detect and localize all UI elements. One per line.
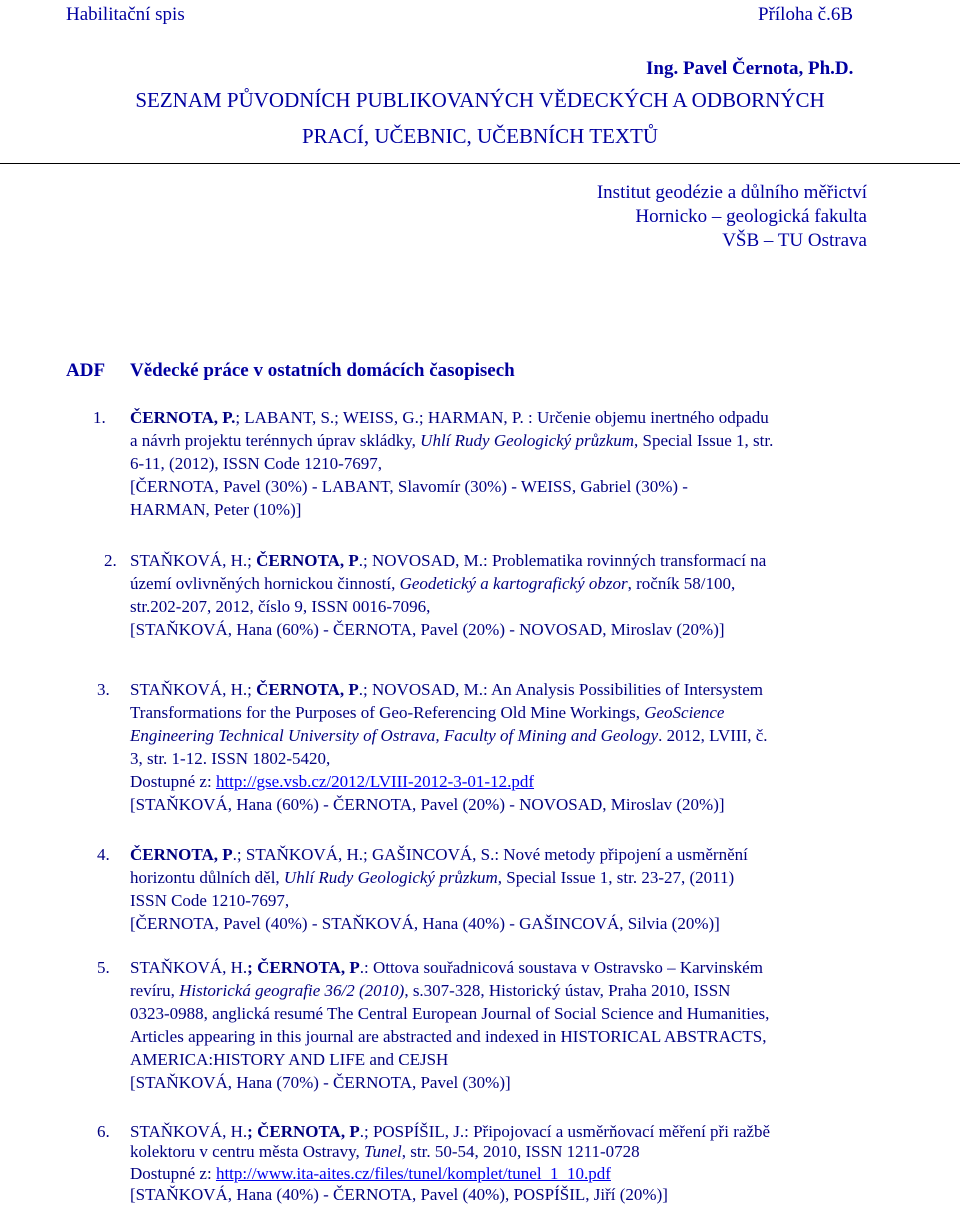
entry-line-3: [130, 1164, 611, 1184]
entry-line-4: [ČERNOTA, Pavel (30%) - LABANT, Slavomír (30%) - WEISS, Gabriel (30%) -: [130, 477, 688, 496]
entry-line-3: 0323-0988, anglická resumé The Central European Journal of Social Science and Humanities,: [130, 1004, 770, 1023]
header-left: Habilitační spis: [66, 4, 185, 25]
journal-name: Geodetický a kartografický obzor: [399, 574, 628, 593]
entry-line-1: [130, 958, 763, 978]
entry-text: kolektoru v centru města Ostravy,: [130, 1142, 364, 1161]
entry-text: , s.307-328, Historický ústav, Praha 2010, ISSN: [404, 981, 731, 1000]
coauthors: STAŇKOVÁ, H.: [130, 1122, 248, 1141]
entry-number: 3.: [97, 680, 110, 699]
coauthors: .; NOVOSAD, M.: [358, 551, 483, 570]
author-highlight: ČERNOTA, P: [130, 845, 233, 864]
entry-title: .: Ottova souřadnicová soustava v Ostravsko – Karvinském: [359, 958, 763, 977]
coauthors: STAŇKOVÁ, H.;: [130, 680, 257, 699]
entry-text: , Special Issue 1, str. 23-27, (2011): [497, 868, 735, 887]
available-label: Dostupné z:: [130, 1164, 216, 1183]
section-code: ADF: [66, 360, 106, 381]
coauthors: ; GAŠINCOVÁ, S: [363, 845, 491, 864]
entry-text: , Special Issue 1, str.: [634, 431, 774, 450]
entry-line-3: 6-11, (2012), ISSN Code 1210-7697,: [130, 454, 382, 473]
entry-line-4: [STAŇKOVÁ, Hana (40%) - ČERNOTA, Pavel (40%), POSPÍŠIL, Jiří (20%)]: [130, 1185, 668, 1204]
entry-text: , ročník 58/100,: [627, 574, 736, 593]
entry-title: : Určenie objemu inertného odpadu: [523, 408, 769, 427]
author-highlight: ČERNOTA, P: [256, 680, 359, 699]
author-highlight: ; ČERNOTA, P: [247, 1122, 360, 1141]
journal-name: Historická geografie 36/2 (2010): [179, 981, 405, 1000]
entry-line-5: [130, 772, 534, 792]
entry-text: Transformations for the Purposes of Geo-Referencing Old Mine Workings,: [130, 703, 645, 722]
entry-line-6: [STAŇKOVÁ, Hana (70%) - ČERNOTA, Pavel (30%)]: [130, 1073, 511, 1092]
entry-line-1: [130, 680, 763, 700]
entry-line-4: 3, str. 1-12. ISSN 1802-5420,: [130, 749, 331, 768]
entry-text: území ovlivněných hornickou činností,: [130, 574, 400, 593]
page-title-line1: SEZNAM PŮVODNÍCH PUBLIKOVANÝCH VĚDECKÝCH A ODBORNÝCH: [135, 88, 825, 112]
entry-line-3: str.202-207, 2012, číslo 9, ISSN 0016-7096,: [130, 597, 431, 616]
entry-line-2: [130, 703, 724, 723]
entry-number: 6.: [97, 1122, 110, 1141]
entry-line-5: HARMAN, Peter (10%)]: [130, 500, 302, 519]
institution-line3: VŠB – TU Ostrava: [722, 230, 867, 251]
section-title: Vědecké práce v ostatních domácích časopisech: [130, 360, 515, 381]
journal-name: Tunel: [364, 1142, 402, 1161]
entry-line-1: [130, 1122, 770, 1142]
coauthors: .; POSPÍŠIL, J.: [359, 1122, 465, 1141]
journal-name: Engineering Technical University of Ostrava, Faculty of Mining and Geology: [130, 726, 659, 745]
coauthors: ; LABANT, S.; WEISS, G.; HARMAN, P.: [235, 408, 524, 427]
entry-line-5: AMERICA:HISTORY AND LIFE and CEJSH: [130, 1050, 449, 1069]
coauthors: .; NOVOSAD, M.: [358, 680, 483, 699]
entry-line-2: [130, 431, 773, 451]
available-label: Dostupné z:: [130, 772, 216, 791]
entry-text: horizontu důlních děl,: [130, 868, 284, 887]
entry-line-4: Articles appearing in this journal are abstracted and indexed in HISTORICAL ABSTRACTS,: [130, 1027, 767, 1046]
entry-line-2: [130, 981, 730, 1001]
entry-number: 5.: [97, 958, 110, 977]
entry-number: 4.: [97, 845, 110, 864]
entry-line-1: [130, 551, 766, 571]
entry-title: : Problematika rovinných transformací na: [483, 551, 767, 570]
entry-text: . 2012, LVIII, č.: [658, 726, 768, 745]
entry-line-4: [ČERNOTA, Pavel (40%) - STAŇKOVÁ, Hana (40%) - GAŠINCOVÁ, Silvia (20%)]: [130, 914, 720, 933]
author-highlight: ; ČERNOTA, P: [247, 958, 360, 977]
author-highlight: ČERNOTA, P: [256, 551, 359, 570]
entry-number: 2.: [104, 551, 117, 570]
coauthors: STAŇKOVÁ, H.;: [130, 551, 257, 570]
entry-title: : Připojovací a usměrňovací měření při ražbě: [464, 1122, 770, 1141]
entry-line-4: [STAŇKOVÁ, Hana (60%) - ČERNOTA, Pavel (20%) - NOVOSAD, Miroslav (20%)]: [130, 620, 725, 639]
entry-text: revíru,: [130, 981, 180, 1000]
author-highlight: ČERNOTA, P.: [130, 408, 236, 427]
entry-line-2: [130, 1142, 640, 1162]
coauthors: STAŇKOVÁ, H.: [130, 958, 248, 977]
entry-line-3: ISSN Code 1210-7697,: [130, 891, 290, 910]
entry-title: .: Nové metody připojení a usměrnění: [490, 845, 748, 864]
entry-line-6: [STAŇKOVÁ, Hana (60%) - ČERNOTA, Pavel (20%) - NOVOSAD, Miroslav (20%)]: [130, 795, 725, 814]
entry-line-1: [130, 408, 769, 428]
journal-name: GeoScience: [644, 703, 725, 722]
institution-line1: Institut geodézie a důlního měřictví: [596, 182, 867, 203]
author-name: Ing. Pavel Černota, Ph.D.: [646, 58, 854, 79]
entry-line-1: [130, 845, 748, 865]
article-link[interactable]: http://gse.vsb.cz/2012/LVIII-2012-3-01-12.pdf: [215, 772, 535, 791]
entry-line-2: [130, 574, 735, 594]
entry-line-3: [130, 726, 768, 746]
institution-line2: Hornicko – geologická fakulta: [635, 206, 867, 227]
entry-text: a návrh projektu terénnych úprav skládky,: [130, 431, 421, 450]
title-divider: [0, 163, 960, 164]
article-link[interactable]: http://www.ita-aites.cz/files/tunel/komplet/tunel_1_10.pdf: [215, 1164, 611, 1183]
header-right: Příloha č.6B: [758, 4, 853, 25]
page-title-line2: PRACÍ, UČEBNIC, UČEBNÍCH TEXTŮ: [301, 124, 659, 148]
journal-name: Uhlí Rudy Geologický průzkum: [420, 431, 635, 450]
entry-title: : An Analysis Possibilities of Intersystem: [483, 680, 764, 699]
entry-line-2: [130, 868, 734, 888]
entry-text: , str. 50-54, 2010, ISSN 1211-0728: [401, 1142, 640, 1161]
journal-name: Uhlí Rudy Geologický průzkum: [283, 868, 498, 887]
entry-number: 1.: [93, 408, 106, 427]
coauthors: .; STAŇKOVÁ, H.: [232, 845, 364, 864]
